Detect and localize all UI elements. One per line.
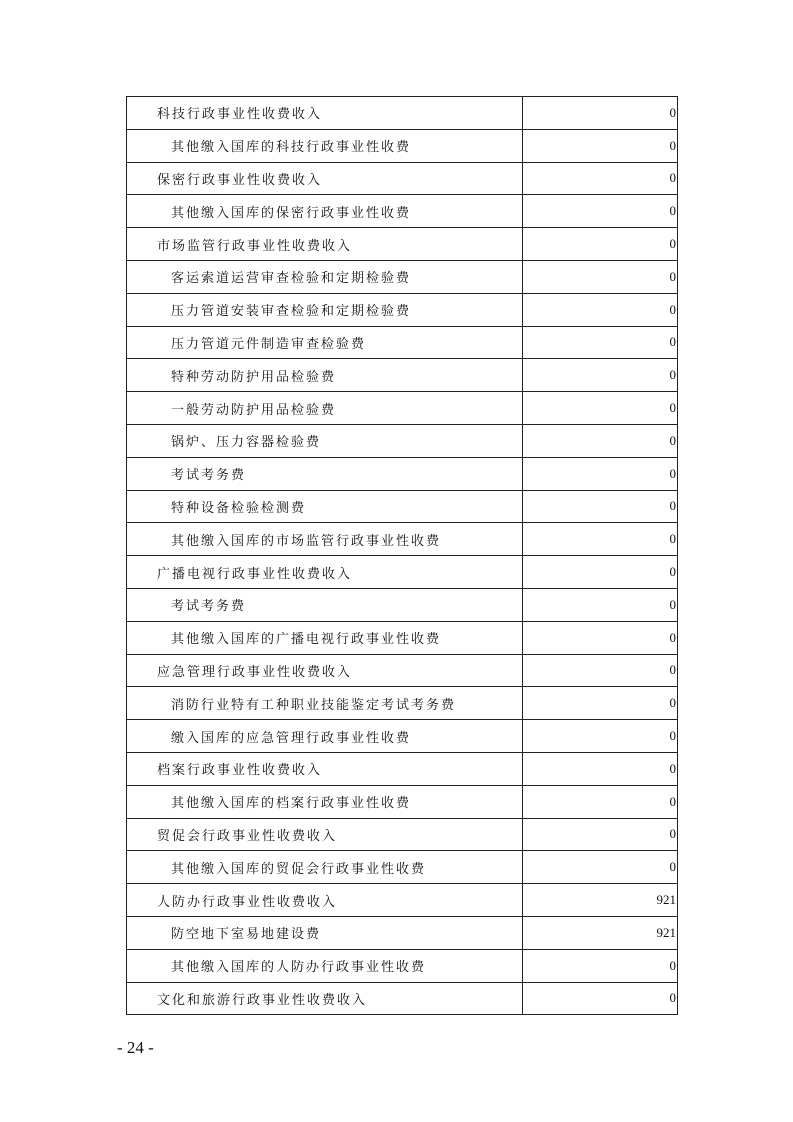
item-value-cell: 0 — [523, 457, 678, 490]
item-name-cell: 客运索道运营审查检验和定期检验费 — [127, 260, 523, 293]
item-value-cell: 0 — [523, 818, 678, 851]
item-name-cell: 档案行政事业性收费收入 — [127, 752, 523, 785]
table-row — [127, 326, 678, 359]
item-value-cell: 0 — [523, 621, 678, 654]
item-name-cell: 其他缴入国库的科技行政事业性收费 — [127, 129, 523, 162]
item-value-cell: 0 — [523, 720, 678, 753]
table-row — [127, 884, 678, 917]
item-name-cell: 锅炉、压力容器检验费 — [127, 424, 523, 457]
item-name-cell: 考试考务费 — [127, 457, 523, 490]
item-value-cell: 0 — [523, 162, 678, 195]
item-value-cell: 0 — [523, 392, 678, 425]
item-name-cell: 压力管道安装审查检验和定期检验费 — [127, 293, 523, 326]
item-name-cell: 缴入国库的应急管理行政事业性收费 — [127, 720, 523, 753]
table-row — [127, 293, 678, 326]
item-value-cell: 921 — [523, 884, 678, 917]
item-name-cell: 压力管道元件制造审查检验费 — [127, 326, 523, 359]
item-name-cell: 市场监管行政事业性收费收入 — [127, 228, 523, 261]
item-name-cell: 应急管理行政事业性收费收入 — [127, 654, 523, 687]
table-row — [127, 949, 678, 982]
table-row — [127, 392, 678, 425]
item-value-cell: 0 — [523, 752, 678, 785]
item-value-cell: 0 — [523, 490, 678, 523]
table-row — [127, 818, 678, 851]
item-value-cell: 0 — [523, 851, 678, 884]
fee-income-table — [126, 96, 678, 1015]
item-name-cell: 贸促会行政事业性收费收入 — [127, 818, 523, 851]
item-value-cell: 0 — [523, 326, 678, 359]
item-value-cell: 0 — [523, 129, 678, 162]
table-row — [127, 785, 678, 818]
item-name-cell: 特种设备检验检测费 — [127, 490, 523, 523]
item-name-cell: 消防行业特有工种职业技能鉴定考试考务费 — [127, 687, 523, 720]
item-name-cell: 其他缴入国库的档案行政事业性收费 — [127, 785, 523, 818]
item-value-cell: 921 — [523, 916, 678, 949]
table-row — [127, 621, 678, 654]
item-value-cell: 0 — [523, 195, 678, 228]
table-row — [127, 129, 678, 162]
item-value-cell: 0 — [523, 654, 678, 687]
item-value-cell: 0 — [523, 687, 678, 720]
item-name-cell: 其他缴入国库的人防办行政事业性收费 — [127, 949, 523, 982]
item-name-cell: 其他缴入国库的广播电视行政事业性收费 — [127, 621, 523, 654]
item-name-cell: 人防办行政事业性收费收入 — [127, 884, 523, 917]
item-value-cell: 0 — [523, 523, 678, 556]
item-name-cell: 其他缴入国库的保密行政事业性收费 — [127, 195, 523, 228]
table-row — [127, 195, 678, 228]
item-name-cell: 考试考务费 — [127, 588, 523, 621]
table-row — [127, 916, 678, 949]
item-value-cell: 0 — [523, 293, 678, 326]
table-row — [127, 556, 678, 589]
item-name-cell: 一般劳动防护用品检验费 — [127, 392, 523, 425]
table-row — [127, 162, 678, 195]
table-row — [127, 851, 678, 884]
item-name-cell: 文化和旅游行政事业性收费收入 — [127, 982, 523, 1015]
table-row — [127, 457, 678, 490]
item-name-cell: 其他缴入国库的贸促会行政事业性收费 — [127, 851, 523, 884]
table-row — [127, 687, 678, 720]
item-name-cell: 广播电视行政事业性收费收入 — [127, 556, 523, 589]
table-row — [127, 523, 678, 556]
table-row — [127, 260, 678, 293]
table-row — [127, 228, 678, 261]
item-name-cell: 保密行政事业性收费收入 — [127, 162, 523, 195]
item-name-cell: 其他缴入国库的市场监管行政事业性收费 — [127, 523, 523, 556]
item-value-cell: 0 — [523, 228, 678, 261]
table-row — [127, 490, 678, 523]
table-row — [127, 424, 678, 457]
table-row — [127, 97, 678, 130]
item-name-cell: 科技行政事业性收费收入 — [127, 97, 523, 130]
item-name-cell: 防空地下室易地建设费 — [127, 916, 523, 949]
item-name-cell: 特种劳动防护用品检验费 — [127, 359, 523, 392]
item-value-cell: 0 — [523, 982, 678, 1015]
item-value-cell: 0 — [523, 556, 678, 589]
page-number: - 24 - — [117, 1038, 154, 1057]
table-row — [127, 720, 678, 753]
table-row — [127, 752, 678, 785]
item-value-cell: 0 — [523, 97, 678, 130]
table-row — [127, 588, 678, 621]
fee-income-table-body — [127, 97, 678, 1015]
item-value-cell: 0 — [523, 260, 678, 293]
item-value-cell: 0 — [523, 785, 678, 818]
item-value-cell: 0 — [523, 949, 678, 982]
item-value-cell: 0 — [523, 588, 678, 621]
table-row — [127, 982, 678, 1015]
table-row — [127, 359, 678, 392]
item-value-cell: 0 — [523, 359, 678, 392]
item-value-cell: 0 — [523, 424, 678, 457]
table-row — [127, 654, 678, 687]
